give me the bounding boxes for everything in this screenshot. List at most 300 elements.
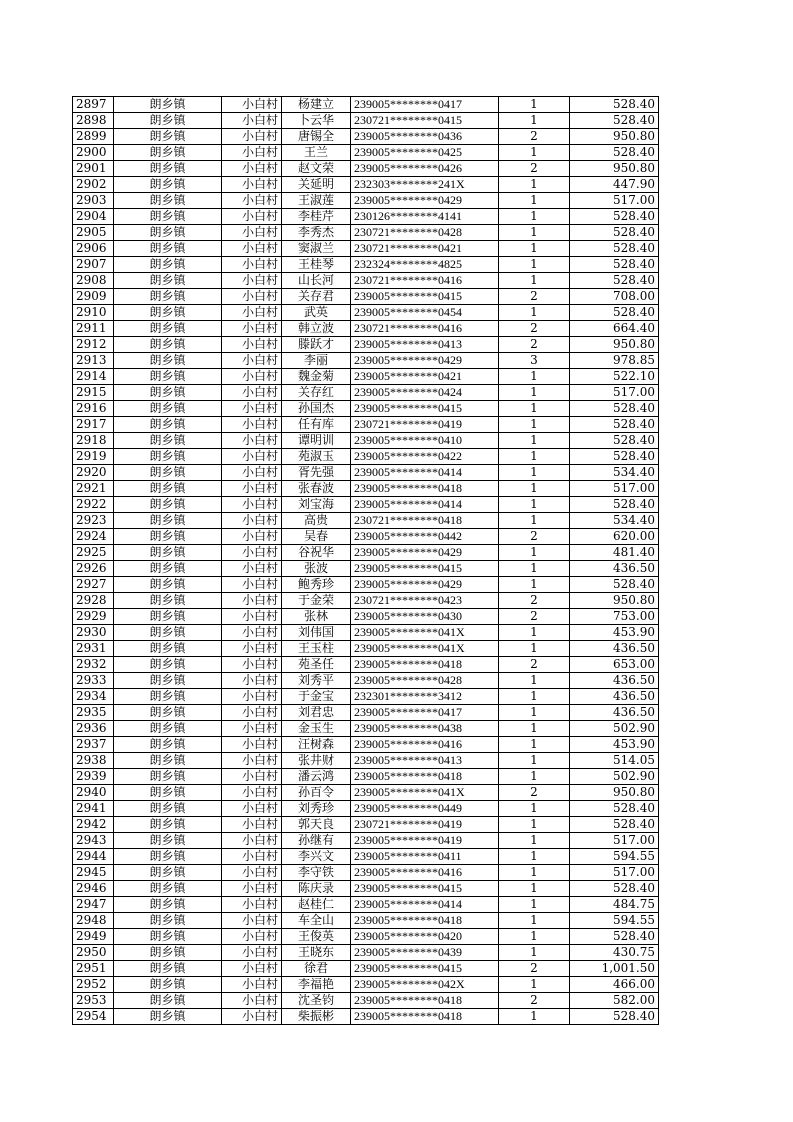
town-cell: 朗乡镇 (114, 913, 222, 929)
id-number-cell: 230721********0416 (351, 321, 499, 337)
name-cell: 李丽 (282, 353, 351, 369)
household-count-cell: 1 (499, 977, 570, 993)
household-count-cell: 1 (499, 897, 570, 913)
town-cell: 朗乡镇 (114, 97, 222, 113)
row-number-cell: 2908 (73, 273, 114, 289)
town-cell: 朗乡镇 (114, 449, 222, 465)
row-number-cell: 2939 (73, 769, 114, 785)
table-row (73, 737, 659, 753)
village-cell: 小白村 (222, 1009, 282, 1025)
name-cell: 王俊英 (282, 929, 351, 945)
id-number-cell: 232303********241X (351, 177, 499, 193)
household-count-cell: 1 (499, 737, 570, 753)
name-cell: 李兴文 (282, 849, 351, 865)
id-number-cell: 230721********0428 (351, 225, 499, 241)
amount-cell: 1,001.50 (570, 961, 659, 977)
village-cell: 小白村 (222, 561, 282, 577)
amount-cell: 517.00 (570, 833, 659, 849)
id-number-cell: 239005********0418 (351, 769, 499, 785)
table-row (73, 481, 659, 497)
town-cell: 朗乡镇 (114, 433, 222, 449)
name-cell: 张波 (282, 561, 351, 577)
village-cell: 小白村 (222, 625, 282, 641)
row-number-cell: 2937 (73, 737, 114, 753)
town-cell: 朗乡镇 (114, 513, 222, 529)
row-number-cell: 2910 (73, 305, 114, 321)
row-number-cell: 2954 (73, 1009, 114, 1025)
village-cell: 小白村 (222, 593, 282, 609)
row-number-cell: 2933 (73, 673, 114, 689)
amount-cell: 453.90 (570, 625, 659, 641)
name-cell: 苑淑玉 (282, 449, 351, 465)
table-row (73, 113, 659, 129)
table-row (73, 449, 659, 465)
household-count-cell: 1 (499, 513, 570, 529)
town-cell: 朗乡镇 (114, 257, 222, 273)
table-row (73, 497, 659, 513)
town-cell: 朗乡镇 (114, 161, 222, 177)
table-row (73, 161, 659, 177)
name-cell: 刘宝海 (282, 497, 351, 513)
town-cell: 朗乡镇 (114, 737, 222, 753)
table-row (73, 545, 659, 561)
village-cell: 小白村 (222, 657, 282, 673)
village-cell: 小白村 (222, 225, 282, 241)
household-count-cell: 1 (499, 417, 570, 433)
town-cell: 朗乡镇 (114, 369, 222, 385)
table-row (73, 129, 659, 145)
id-number-cell: 230721********0419 (351, 817, 499, 833)
household-count-cell: 2 (499, 961, 570, 977)
amount-cell: 528.40 (570, 97, 659, 113)
amount-cell: 436.50 (570, 705, 659, 721)
table-row (73, 865, 659, 881)
town-cell: 朗乡镇 (114, 801, 222, 817)
name-cell: 王桂琴 (282, 257, 351, 273)
household-count-cell: 1 (499, 145, 570, 161)
id-number-cell: 239005********0417 (351, 97, 499, 113)
amount-cell: 447.90 (570, 177, 659, 193)
amount-cell: 528.40 (570, 145, 659, 161)
household-count-cell: 1 (499, 113, 570, 129)
table-row (73, 513, 659, 529)
household-count-cell: 2 (499, 321, 570, 337)
row-number-cell: 2950 (73, 945, 114, 961)
name-cell: 汪树森 (282, 737, 351, 753)
household-count-cell: 2 (499, 129, 570, 145)
row-number-cell: 2948 (73, 913, 114, 929)
table-row (73, 945, 659, 961)
table-row (73, 609, 659, 625)
village-cell: 小白村 (222, 865, 282, 881)
household-count-cell: 2 (499, 337, 570, 353)
id-number-cell: 239005********0417 (351, 705, 499, 721)
household-count-cell: 1 (499, 705, 570, 721)
household-count-cell: 1 (499, 945, 570, 961)
name-cell: 任有库 (282, 417, 351, 433)
name-cell: 王淑莲 (282, 193, 351, 209)
row-number-cell: 2909 (73, 289, 114, 305)
name-cell: 武英 (282, 305, 351, 321)
table-row (73, 833, 659, 849)
village-cell: 小白村 (222, 337, 282, 353)
village-cell: 小白村 (222, 721, 282, 737)
id-number-cell: 230721********0418 (351, 513, 499, 529)
village-cell: 小白村 (222, 209, 282, 225)
amount-cell: 528.40 (570, 113, 659, 129)
table-row (73, 385, 659, 401)
village-cell: 小白村 (222, 609, 282, 625)
household-count-cell: 1 (499, 545, 570, 561)
town-cell: 朗乡镇 (114, 193, 222, 209)
town-cell: 朗乡镇 (114, 145, 222, 161)
village-cell: 小白村 (222, 881, 282, 897)
id-number-cell: 239005********0421 (351, 369, 499, 385)
row-number-cell: 2952 (73, 977, 114, 993)
town-cell: 朗乡镇 (114, 289, 222, 305)
name-cell: 高贵 (282, 513, 351, 529)
amount-cell: 620.00 (570, 529, 659, 545)
id-number-cell: 239005********0414 (351, 497, 499, 513)
row-number-cell: 2912 (73, 337, 114, 353)
town-cell: 朗乡镇 (114, 321, 222, 337)
row-number-cell: 2911 (73, 321, 114, 337)
village-cell: 小白村 (222, 801, 282, 817)
amount-cell: 484.75 (570, 897, 659, 913)
amount-cell: 528.40 (570, 305, 659, 321)
row-number-cell: 2935 (73, 705, 114, 721)
village-cell: 小白村 (222, 641, 282, 657)
amount-cell: 528.40 (570, 1009, 659, 1025)
row-number-cell: 2922 (73, 497, 114, 513)
household-count-cell: 1 (499, 881, 570, 897)
id-number-cell: 239005********0429 (351, 353, 499, 369)
village-cell: 小白村 (222, 193, 282, 209)
village-cell: 小白村 (222, 241, 282, 257)
town-cell: 朗乡镇 (114, 625, 222, 641)
village-cell: 小白村 (222, 753, 282, 769)
household-count-cell: 1 (499, 721, 570, 737)
amount-cell: 522.10 (570, 369, 659, 385)
row-number-cell: 2936 (73, 721, 114, 737)
village-cell: 小白村 (222, 433, 282, 449)
amount-cell: 517.00 (570, 865, 659, 881)
village-cell: 小白村 (222, 961, 282, 977)
amount-cell: 653.00 (570, 657, 659, 673)
table-row (73, 993, 659, 1009)
household-count-cell: 1 (499, 433, 570, 449)
name-cell: 沈圣钧 (282, 993, 351, 1009)
row-number-cell: 2943 (73, 833, 114, 849)
row-number-cell: 2938 (73, 753, 114, 769)
id-number-cell: 230721********0416 (351, 273, 499, 289)
table-row (73, 193, 659, 209)
town-cell: 朗乡镇 (114, 465, 222, 481)
town-cell: 朗乡镇 (114, 353, 222, 369)
row-number-cell: 2919 (73, 449, 114, 465)
id-number-cell: 239005********0442 (351, 529, 499, 545)
row-number-cell: 2945 (73, 865, 114, 881)
table-row (73, 657, 659, 673)
town-cell: 朗乡镇 (114, 833, 222, 849)
id-number-cell: 239005********0449 (351, 801, 499, 817)
amount-cell: 528.40 (570, 817, 659, 833)
name-cell: 于金荣 (282, 593, 351, 609)
town-cell: 朗乡镇 (114, 993, 222, 1009)
town-cell: 朗乡镇 (114, 529, 222, 545)
household-count-cell: 1 (499, 241, 570, 257)
name-cell: 孙继有 (282, 833, 351, 849)
village-cell: 小白村 (222, 273, 282, 289)
village-cell: 小白村 (222, 289, 282, 305)
name-cell: 关存君 (282, 289, 351, 305)
town-cell: 朗乡镇 (114, 897, 222, 913)
table-row (73, 753, 659, 769)
household-count-cell: 1 (499, 865, 570, 881)
name-cell: 车全山 (282, 913, 351, 929)
household-count-cell: 2 (499, 993, 570, 1009)
name-cell: 刘君忠 (282, 705, 351, 721)
table-row (73, 881, 659, 897)
row-number-cell: 2931 (73, 641, 114, 657)
id-number-cell: 239005********041X (351, 625, 499, 641)
table-row (73, 465, 659, 481)
row-number-cell: 2929 (73, 609, 114, 625)
id-number-cell: 239005********0414 (351, 465, 499, 481)
village-cell: 小白村 (222, 945, 282, 961)
town-cell: 朗乡镇 (114, 721, 222, 737)
table-row (73, 849, 659, 865)
town-cell: 朗乡镇 (114, 673, 222, 689)
village-cell: 小白村 (222, 177, 282, 193)
amount-cell: 517.00 (570, 481, 659, 497)
household-count-cell: 2 (499, 785, 570, 801)
village-cell: 小白村 (222, 129, 282, 145)
village-cell: 小白村 (222, 577, 282, 593)
table-row (73, 625, 659, 641)
row-number-cell: 2914 (73, 369, 114, 385)
town-cell: 朗乡镇 (114, 401, 222, 417)
household-count-cell: 1 (499, 497, 570, 513)
row-number-cell: 2927 (73, 577, 114, 593)
name-cell: 李秀杰 (282, 225, 351, 241)
household-count-cell: 1 (499, 177, 570, 193)
name-cell: 于金宝 (282, 689, 351, 705)
village-cell: 小白村 (222, 481, 282, 497)
id-number-cell: 239005********0430 (351, 609, 499, 625)
row-number-cell: 2915 (73, 385, 114, 401)
row-number-cell: 2951 (73, 961, 114, 977)
household-count-cell: 1 (499, 401, 570, 417)
amount-cell: 436.50 (570, 673, 659, 689)
id-number-cell: 230721********0415 (351, 113, 499, 129)
row-number-cell: 2898 (73, 113, 114, 129)
village-cell: 小白村 (222, 385, 282, 401)
household-count-cell: 1 (499, 305, 570, 321)
row-number-cell: 2944 (73, 849, 114, 865)
village-cell: 小白村 (222, 305, 282, 321)
amount-cell: 528.40 (570, 257, 659, 273)
town-cell: 朗乡镇 (114, 865, 222, 881)
amount-cell: 664.40 (570, 321, 659, 337)
town-cell: 朗乡镇 (114, 385, 222, 401)
row-number-cell: 2941 (73, 801, 114, 817)
table-row (73, 689, 659, 705)
household-count-cell: 1 (499, 801, 570, 817)
name-cell: 孙国杰 (282, 401, 351, 417)
name-cell: 张林 (282, 609, 351, 625)
table-row (73, 337, 659, 353)
village-cell: 小白村 (222, 113, 282, 129)
household-count-cell: 1 (499, 625, 570, 641)
row-number-cell: 2907 (73, 257, 114, 273)
row-number-cell: 2924 (73, 529, 114, 545)
household-count-cell: 1 (499, 849, 570, 865)
household-count-cell: 1 (499, 193, 570, 209)
household-count-cell: 1 (499, 833, 570, 849)
row-number-cell: 2940 (73, 785, 114, 801)
row-number-cell: 2905 (73, 225, 114, 241)
id-number-cell: 239005********0418 (351, 481, 499, 497)
table-row (73, 785, 659, 801)
table-row (73, 769, 659, 785)
row-number-cell: 2900 (73, 145, 114, 161)
household-count-cell: 1 (499, 561, 570, 577)
household-count-cell: 1 (499, 577, 570, 593)
id-number-cell: 239005********0454 (351, 305, 499, 321)
row-number-cell: 2949 (73, 929, 114, 945)
table-row (73, 593, 659, 609)
village-cell: 小白村 (222, 689, 282, 705)
amount-cell: 950.80 (570, 161, 659, 177)
village-cell: 小白村 (222, 913, 282, 929)
id-number-cell: 230721********0421 (351, 241, 499, 257)
village-cell: 小白村 (222, 497, 282, 513)
id-number-cell: 239005********0415 (351, 289, 499, 305)
amount-cell: 582.00 (570, 993, 659, 1009)
amount-cell: 514.05 (570, 753, 659, 769)
household-count-cell: 1 (499, 913, 570, 929)
village-cell: 小白村 (222, 353, 282, 369)
household-count-cell: 1 (499, 97, 570, 113)
amount-cell: 528.40 (570, 929, 659, 945)
amount-cell: 594.55 (570, 849, 659, 865)
household-count-cell: 1 (499, 481, 570, 497)
row-number-cell: 2913 (73, 353, 114, 369)
amount-cell: 502.90 (570, 721, 659, 737)
row-number-cell: 2953 (73, 993, 114, 1009)
village-cell: 小白村 (222, 705, 282, 721)
household-count-cell: 2 (499, 289, 570, 305)
town-cell: 朗乡镇 (114, 225, 222, 241)
row-number-cell: 2917 (73, 417, 114, 433)
id-number-cell: 239005********0422 (351, 449, 499, 465)
table-row (73, 241, 659, 257)
id-number-cell: 239005********0420 (351, 929, 499, 945)
table-row (73, 145, 659, 161)
household-count-cell: 1 (499, 465, 570, 481)
village-cell: 小白村 (222, 977, 282, 993)
table-row (73, 801, 659, 817)
household-count-cell: 1 (499, 273, 570, 289)
row-number-cell: 2899 (73, 129, 114, 145)
id-number-cell: 239005********0415 (351, 961, 499, 977)
town-cell: 朗乡镇 (114, 609, 222, 625)
village-cell: 小白村 (222, 145, 282, 161)
table-row (73, 977, 659, 993)
id-number-cell: 239005********0424 (351, 385, 499, 401)
amount-cell: 528.40 (570, 881, 659, 897)
village-cell: 小白村 (222, 673, 282, 689)
amount-cell: 436.50 (570, 641, 659, 657)
name-cell: 李守铁 (282, 865, 351, 881)
amount-cell: 534.40 (570, 513, 659, 529)
household-count-cell: 1 (499, 225, 570, 241)
town-cell: 朗乡镇 (114, 561, 222, 577)
amount-cell: 978.85 (570, 353, 659, 369)
town-cell: 朗乡镇 (114, 545, 222, 561)
name-cell: 刘伟国 (282, 625, 351, 641)
village-cell: 小白村 (222, 513, 282, 529)
household-count-cell: 1 (499, 369, 570, 385)
id-number-cell: 239005********0429 (351, 577, 499, 593)
town-cell: 朗乡镇 (114, 129, 222, 145)
name-cell: 胥先强 (282, 465, 351, 481)
name-cell: 山长河 (282, 273, 351, 289)
amount-cell: 594.55 (570, 913, 659, 929)
id-number-cell: 239005********0418 (351, 993, 499, 1009)
amount-cell: 753.00 (570, 609, 659, 625)
name-cell: 孙百令 (282, 785, 351, 801)
name-cell: 韩立波 (282, 321, 351, 337)
town-cell: 朗乡镇 (114, 273, 222, 289)
village-cell: 小白村 (222, 321, 282, 337)
town-cell: 朗乡镇 (114, 177, 222, 193)
table-row (73, 561, 659, 577)
id-number-cell: 239005********0411 (351, 849, 499, 865)
name-cell: 唐锡全 (282, 129, 351, 145)
row-number-cell: 2923 (73, 513, 114, 529)
household-count-cell: 1 (499, 385, 570, 401)
table-body (73, 97, 659, 1025)
id-number-cell: 239005********0429 (351, 545, 499, 561)
amount-cell: 453.90 (570, 737, 659, 753)
amount-cell: 528.40 (570, 241, 659, 257)
name-cell: 窦淑兰 (282, 241, 351, 257)
row-number-cell: 2926 (73, 561, 114, 577)
name-cell: 杨建立 (282, 97, 351, 113)
table-row (73, 97, 659, 113)
household-count-cell: 2 (499, 529, 570, 545)
table-row (73, 401, 659, 417)
table-row (73, 929, 659, 945)
table-row (73, 177, 659, 193)
village-cell: 小白村 (222, 529, 282, 545)
town-cell: 朗乡镇 (114, 657, 222, 673)
name-cell: 李福艳 (282, 977, 351, 993)
id-number-cell: 239005********0418 (351, 913, 499, 929)
id-number-cell: 232324********4825 (351, 257, 499, 273)
row-number-cell: 2904 (73, 209, 114, 225)
town-cell: 朗乡镇 (114, 337, 222, 353)
amount-cell: 528.40 (570, 273, 659, 289)
table-row (73, 417, 659, 433)
id-number-cell: 239005********0415 (351, 561, 499, 577)
household-count-cell: 1 (499, 673, 570, 689)
name-cell: 谭明训 (282, 433, 351, 449)
amount-cell: 528.40 (570, 577, 659, 593)
amount-cell: 430.75 (570, 945, 659, 961)
